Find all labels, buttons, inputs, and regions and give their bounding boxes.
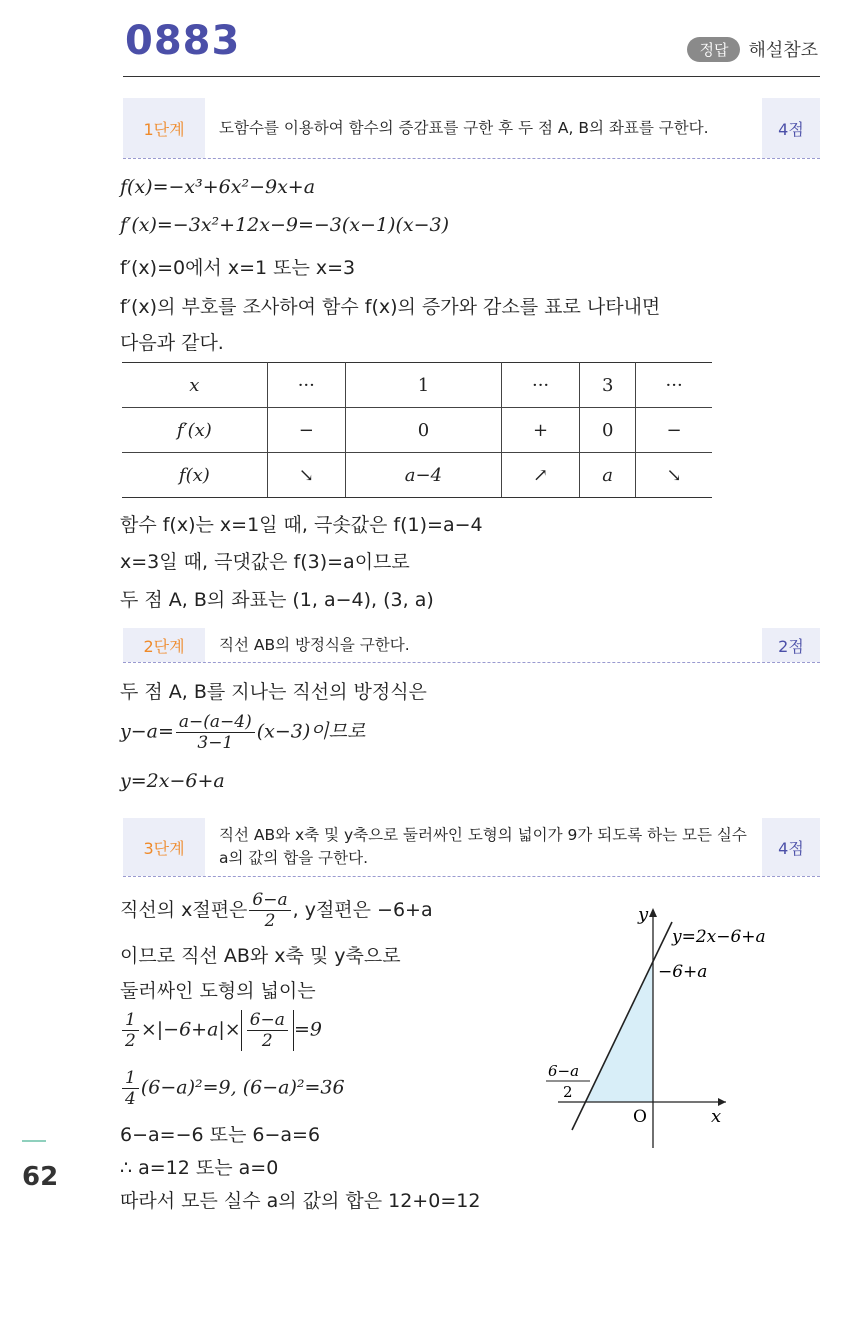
x-intercept-numerator-label: 6−a	[548, 1062, 580, 1080]
step-2-label: 2단계	[123, 628, 205, 662]
table-cell: 0	[580, 408, 636, 453]
table-row	[122, 408, 712, 453]
line-equation-label: y=2x−6+a	[672, 927, 766, 947]
points-ab-line: 두 점 A, B의 좌표는 (1, a−4), (3, a)	[120, 589, 434, 611]
x-axis-arrow	[718, 1098, 726, 1106]
intercepts-text: 직선의 x절편은	[120, 899, 248, 921]
x-intercept-fraction	[249, 890, 290, 931]
sign-analysis-line: f′(x)의 부호를 조사하여 함수 f(x)의 증가와 감소를 표로 나타내면	[120, 296, 661, 318]
intercepts-line	[120, 890, 433, 931]
table-cell: −	[267, 408, 345, 453]
x-intercept-numerator: 6−a	[249, 890, 290, 911]
local-min-line: 함수 f(x)는 x=1일 때, 극솟값은 f(1)=a−4	[120, 514, 483, 536]
area-middle: ×|−6+a|×	[140, 1018, 241, 1041]
abs-fraction	[247, 1010, 288, 1051]
table-cell: ···	[267, 363, 345, 408]
step-1-score: 4점	[762, 98, 820, 158]
table-cell: ···	[636, 363, 712, 408]
table-cell: a−4	[345, 453, 501, 498]
y-axis-label: y	[638, 904, 649, 925]
line-equation-result: y=2x−6+a	[120, 770, 225, 792]
abs-denominator: 2	[261, 1031, 273, 1051]
table-cell: f′(x)	[122, 408, 267, 453]
sign-analysis-line-2: 다음과 같다.	[120, 332, 224, 354]
table-cell: f(x)	[122, 453, 267, 498]
table-cell: 1	[345, 363, 501, 408]
x-axis-label: x	[711, 1106, 722, 1127]
table-cell: 0	[345, 408, 501, 453]
step-3-score: 4점	[762, 818, 820, 876]
step-2-score: 2점	[762, 628, 820, 662]
step-3-box	[123, 818, 820, 877]
therefore-line: ∴ a=12 또는 a=0	[120, 1157, 279, 1179]
header-divider	[123, 76, 820, 77]
quarter-fraction	[122, 1068, 139, 1109]
equation-f: f(x)=−x³+6x²−9x+a	[120, 176, 316, 198]
slope-numerator: a−(a−4)	[176, 712, 255, 733]
table-cell: +	[501, 408, 579, 453]
page-number: 62	[22, 1162, 59, 1192]
table-row	[122, 453, 712, 498]
line-equation-intro: 두 점 A, B를 지나는 직선의 방정식은	[120, 681, 427, 703]
quarter-numerator: 1	[122, 1068, 139, 1089]
table-cell: x	[122, 363, 267, 408]
line-graph	[520, 890, 820, 1160]
origin-label: O	[633, 1107, 647, 1127]
step-1-label: 1단계	[123, 98, 205, 158]
table-cell: ↘	[636, 453, 712, 498]
abs-numerator: 6−a	[247, 1010, 288, 1031]
local-max-line: x=3일 때, 극댓값은 f(3)=a이므로	[120, 551, 410, 573]
table-cell: 3	[580, 363, 636, 408]
problem-number: 0883	[125, 18, 241, 64]
step-2-text: 직선 AB의 방정식을 구한다.	[219, 635, 410, 654]
table-cell: −	[636, 408, 712, 453]
slope-lhs: y−a=	[120, 720, 174, 743]
step-3-text: 직선 AB와 x축 및 y축으로 둘러싸인 도형의 넓이가 9가 되도록 하는 모든 실수 a의 값의 합을 구한다.	[219, 826, 747, 867]
x-intercept-denominator: 2	[264, 911, 276, 931]
equation-f-prime: f′(x)=−3x²+12x−9=−3(x−1)(x−3)	[120, 214, 449, 236]
area-equation	[120, 1010, 322, 1051]
step-3-label: 3단계	[123, 818, 205, 876]
half-denominator: 2	[125, 1031, 136, 1051]
square-equation: (6−a)²=9, (6−a)²=36	[140, 1076, 345, 1099]
x-intercept-denominator-label: 2	[563, 1083, 573, 1101]
y-axis-arrow	[649, 908, 657, 917]
step-1-box	[123, 98, 820, 159]
increase-decrease-table	[122, 362, 712, 498]
slope-fraction	[176, 712, 255, 753]
table-cell: ···	[501, 363, 579, 408]
critical-points-line: f′(x)=0에서 x=1 또는 x=3	[120, 257, 356, 279]
answer-badge: 정답	[687, 37, 740, 62]
step-2-box	[123, 628, 820, 663]
area-equation-2	[120, 1068, 345, 1109]
page-number-mark	[22, 1140, 46, 1142]
y-intercept-text: , y절편은 −6+a	[292, 899, 433, 921]
y-intercept-label: −6+a	[658, 962, 708, 982]
area-equals: =9	[293, 1018, 322, 1041]
table-cell: ↗	[501, 453, 579, 498]
table-cell: a	[580, 453, 636, 498]
step-1-text: 도함수를 이용하여 함수의 증감표를 구한 후 두 점 A, B의 좌표를 구한다.	[219, 118, 709, 137]
line-equation-slope	[120, 712, 365, 753]
answer-reference	[687, 36, 818, 62]
slope-denominator: 3−1	[197, 733, 234, 753]
solutions-line: 6−a=−6 또는 6−a=6	[120, 1124, 321, 1146]
answer-reference-text: 해설참조	[748, 40, 818, 61]
area-intro-line-2: 둘러싸인 도형의 넓이는	[120, 980, 316, 1002]
area-intro-line: 이므로 직선 AB와 x축 및 y축으로	[120, 945, 401, 967]
conclusion-line: 따라서 모든 실수 a의 값의 합은 12+0=12	[120, 1190, 481, 1212]
table-row	[122, 363, 712, 408]
slope-rhs: (x−3)이므로	[256, 720, 366, 743]
quarter-denominator: 4	[125, 1089, 136, 1109]
table-cell: ↘	[267, 453, 345, 498]
half-numerator: 1	[122, 1010, 139, 1031]
half-fraction	[122, 1010, 139, 1051]
